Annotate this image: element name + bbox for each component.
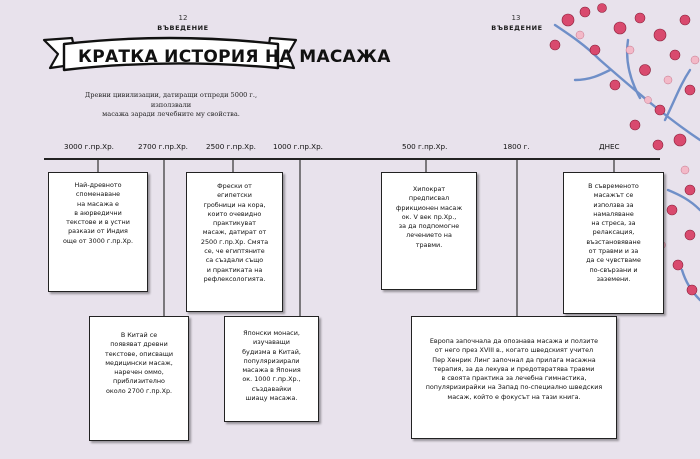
event-text-line: още от 3000 г.пр.Хр. [63, 236, 133, 245]
event-text-line: които очевидно [207, 209, 262, 218]
event-text-line: масаж, датират от [202, 228, 267, 237]
event-text-line: по-свързани и [589, 265, 638, 274]
event-text-line: в своята практика за лечебна гимнастика, [441, 374, 587, 383]
event-text-line: възстановяване [586, 237, 641, 246]
event-text-line: текстове и в устни [66, 218, 130, 227]
timeline-date: 2500 г.пр.Хр. [206, 142, 256, 151]
event-text-line: Пер Хенрик Линг започнал да прилага масажна [432, 355, 596, 364]
event-text-line: изучаващи [253, 338, 290, 347]
event-text-line: лечението на [406, 231, 452, 240]
event-text-line: В съвременото [588, 182, 639, 190]
timeline-date: 3000 г.пр.Хр. [64, 142, 114, 151]
event-text-line: разкази от Индия [68, 227, 128, 236]
event-text-line: Европа започнала да опознава масажа и ползите [429, 337, 599, 345]
event-text-line: появяват древни [110, 340, 168, 349]
event-text-line: гробници на кора, [203, 200, 266, 209]
event-text-line: на стреса, за [591, 219, 636, 228]
event-box-2700bc [89, 316, 189, 441]
event-text-line: използва за [593, 200, 634, 209]
timeline-date: 2700 г.пр.Хр. [138, 142, 188, 151]
event-text-line: се, че египтяните [204, 247, 265, 256]
event-box-1000bc [224, 316, 319, 422]
event-text-line: от него през XVIII в., когато шведският учител [434, 346, 594, 355]
event-text-line: терапия, за да лекува и предотвратява травми [433, 364, 595, 373]
event-text-line: шиацу масажа. [245, 394, 298, 403]
timeline-date: 1800 г. [503, 142, 530, 151]
event-text-line: създавайки [251, 384, 292, 393]
intro-line-2: масажа заради лечебните му свойства. [102, 110, 240, 119]
event-text-line: 2500 г.пр.Хр. Смята [200, 237, 269, 246]
event-text-line: да се чувстваме [586, 256, 641, 265]
timeline-date: ДНЕС [599, 142, 620, 151]
event-text-line: предписвал [408, 194, 450, 203]
left-section-label: ВЪВЕДЕНИЕ [157, 24, 209, 32]
event-text-line: текстове, описващи [104, 349, 174, 358]
event-text-line: ок. 1000 г.пр.Хр., [242, 375, 301, 384]
event-text-line: популяризирайки на Запад по-специално шведския [425, 383, 603, 392]
event-text-line: будизма в Китай, [242, 347, 301, 356]
timeline-date: 1000 г.пр.Хр. [273, 142, 323, 151]
event-text-line: около 2700 г.пр.Хр. [105, 386, 173, 395]
event-box-3000bc [48, 172, 148, 292]
event-text-line: Японски монаси, [243, 329, 300, 337]
event-text-line: в аюрведични [74, 208, 122, 217]
event-text-line: травми. [415, 240, 443, 249]
right-section-label: ВЪВЕДЕНИЕ [491, 24, 543, 32]
event-text-line: Най-древното [74, 181, 122, 189]
event-text-line: рефлексологията. [203, 274, 266, 283]
right-page-number: 13 [511, 14, 521, 22]
event-text-line: споменаване [75, 190, 121, 199]
page-title: КРАТКА ИСТОРИЯ НА МАСАЖА [78, 47, 391, 67]
event-text-line: Фрески от [217, 182, 252, 190]
event-text-line: масажът се [593, 191, 634, 200]
event-text-line: от травми и за [588, 247, 639, 256]
event-text-line: наречен оммо, [114, 368, 164, 377]
event-text-line: Хипократ [412, 185, 446, 193]
event-text-line: египетски [217, 191, 252, 200]
event-text-line: масажа в Япония [242, 366, 301, 375]
event-box-today [563, 172, 664, 314]
event-text-line: намаляване [593, 209, 634, 218]
event-text-line: масаж, който е фокусът на тази книга. [447, 392, 581, 401]
event-text-line: са създали също [205, 256, 264, 265]
intro-line-1: Древни цивилизации, датиращи отпреди 5000 г., използвали [84, 91, 258, 109]
event-box-500bc [381, 172, 477, 290]
left-page-number: 12 [178, 14, 188, 22]
event-text-line: ок. V век пр.Хр., [401, 212, 457, 221]
event-text-line: за да подпомогне [398, 222, 460, 231]
event-box-1800 [411, 316, 617, 439]
event-text-line: практикуват [213, 219, 256, 228]
event-text-line: заземени. [596, 274, 631, 283]
event-text-line: В Китай се [120, 331, 158, 339]
event-text-line: и практиката на [206, 265, 263, 274]
event-text-line: медицински масаж, [105, 358, 173, 367]
event-box-2500bc [186, 172, 283, 312]
timeline-date: 500 г.пр.Хр. [402, 142, 448, 151]
event-text-line: популяризирали [243, 356, 300, 365]
event-text-line: релаксация, [592, 228, 635, 237]
event-text-line: на масажа е [77, 199, 119, 208]
event-text-line: фрикционен масаж [395, 203, 463, 212]
event-text-line: приблизително [113, 377, 165, 386]
